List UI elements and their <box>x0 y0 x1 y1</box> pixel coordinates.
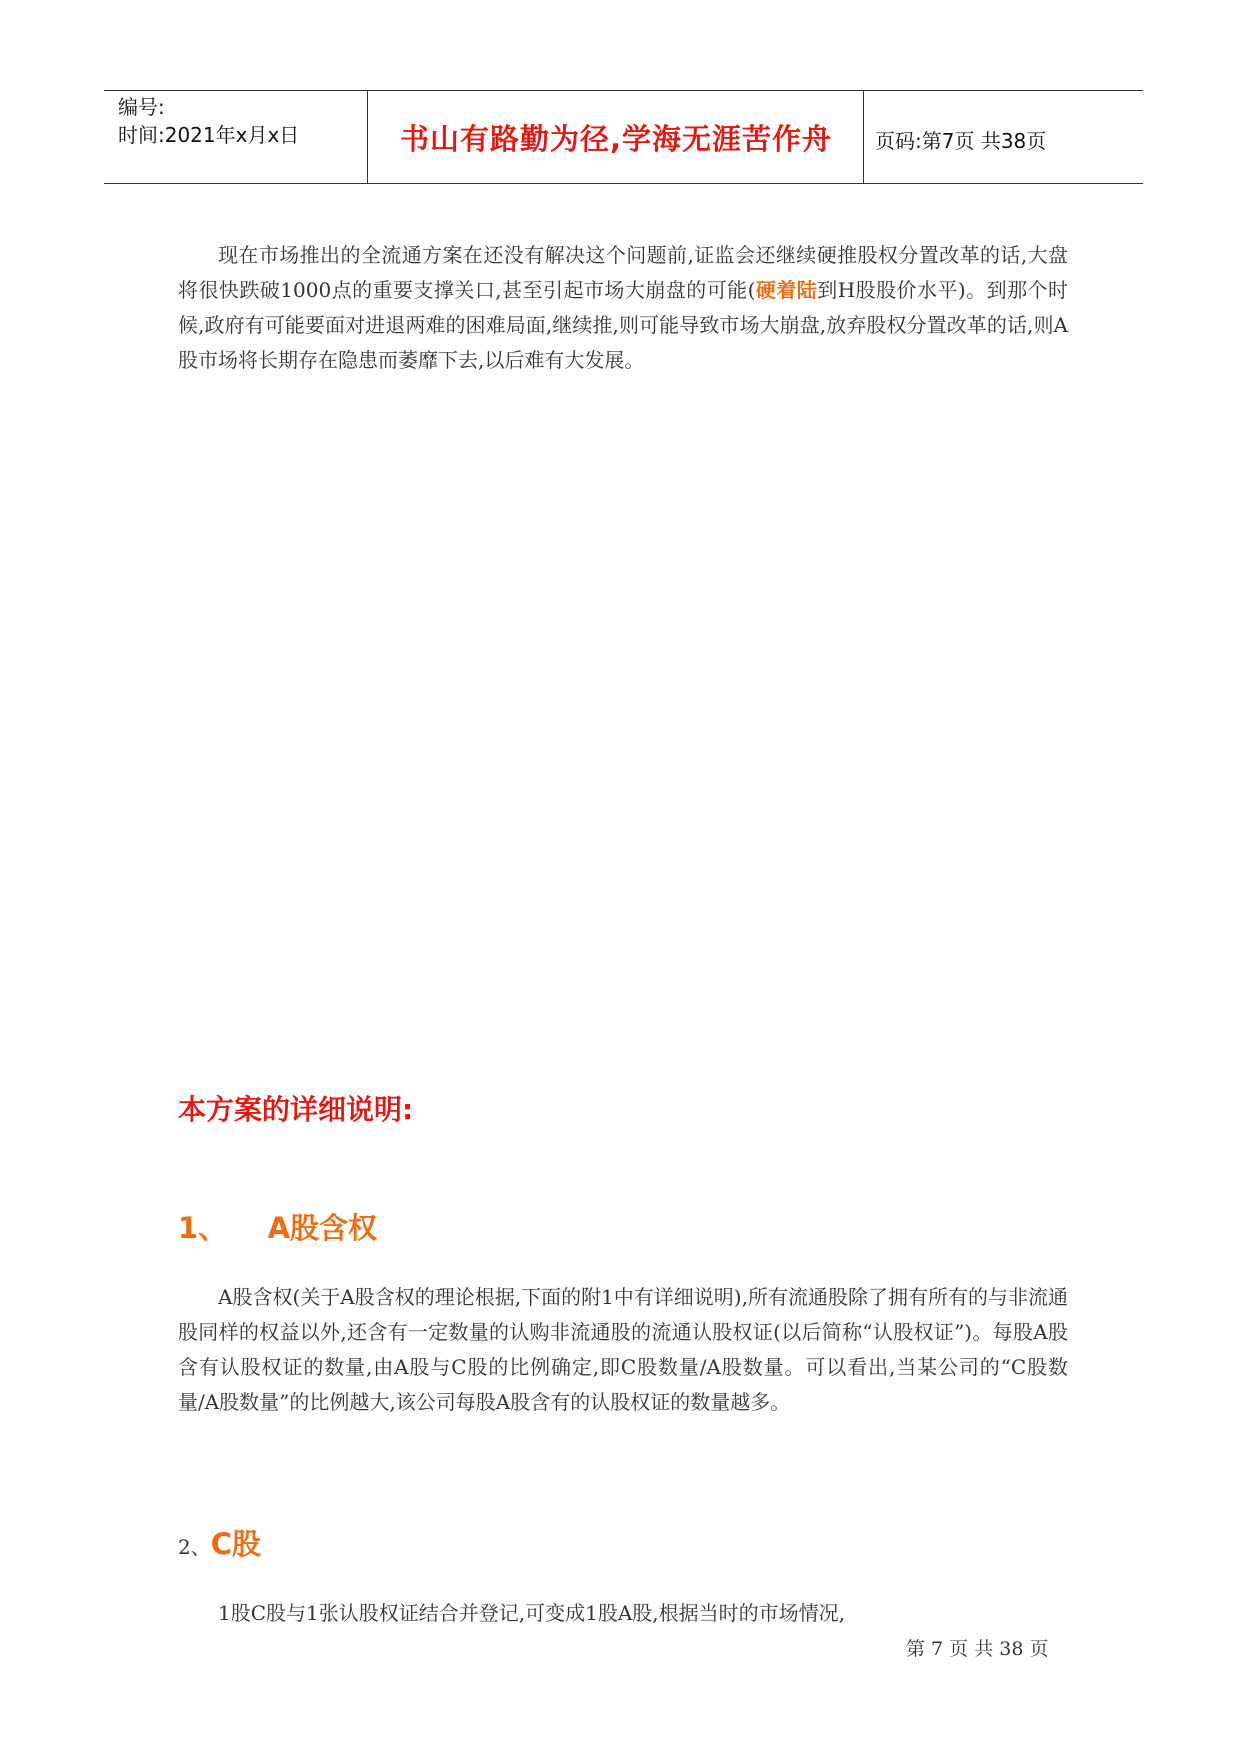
section2-heading <box>178 1522 261 1563</box>
intro-text-1: 现在市场推出的全流通方案在还没有解决这个问题前,证监会还继续硬推股权分置改革的话,大盘将很快跌破1000点的重要支撑关口,甚至引起市场大崩盘的可能( <box>178 243 1068 302</box>
document-header <box>104 90 1143 184</box>
intro-highlight: 硬着陆 <box>755 278 818 302</box>
motto: 书山有路勤为径,学海无涯苦作舟 <box>399 122 833 156</box>
section1-body: A股含权(关于A股含权的理论根据,下面的附1中有详细说明),所有流通股除了拥有所有的与非流通股同样的权益以外,还含有一定数量的认购非流通股的流通认股权证(以后简称“认股权证”)。每股A股含有认股权证的数量,由A股与C股的比例确定,即C股数量/A股数量。可以看出,当某公司的“C股数量/A股数量”的比例越大,该公司每股A股含有的认股权证的数量越多。 <box>178 1285 1068 1414</box>
section-title: 本方案的详细说明: <box>178 1093 414 1126</box>
intro-paragraph <box>178 238 1068 378</box>
section1-heading: 1、 A股含权 <box>178 1211 378 1245</box>
page-footer: 第 7 页 共 38 页 <box>906 1638 1049 1660</box>
header-page-cell <box>865 91 1143 183</box>
header-motto-cell <box>369 91 864 183</box>
intro-text-2: 到H股股价水平)。到那个时候,政府有可能要面对进退两难的困难局面,继续推,则可能导致市场大崩盘,放弃股权分置改革的话,则A股市场将长期存在隐患而萎靡下去,以后难有大发展。 <box>178 278 1069 372</box>
section2-body: 1股C股与1张认股权证结合并登记,可变成1股A股,根据当时的市场情况, <box>218 1601 845 1625</box>
page-code: 页码:第7页 共38页 <box>875 129 1047 153</box>
doc-time-label: 时间:2021年x月x日 <box>118 123 300 147</box>
doc-number-label: 编号: <box>118 95 165 119</box>
section2-title: C股 <box>210 1527 262 1561</box>
header-meta-cell <box>104 91 368 183</box>
section2-number: 2、 <box>178 1535 211 1559</box>
